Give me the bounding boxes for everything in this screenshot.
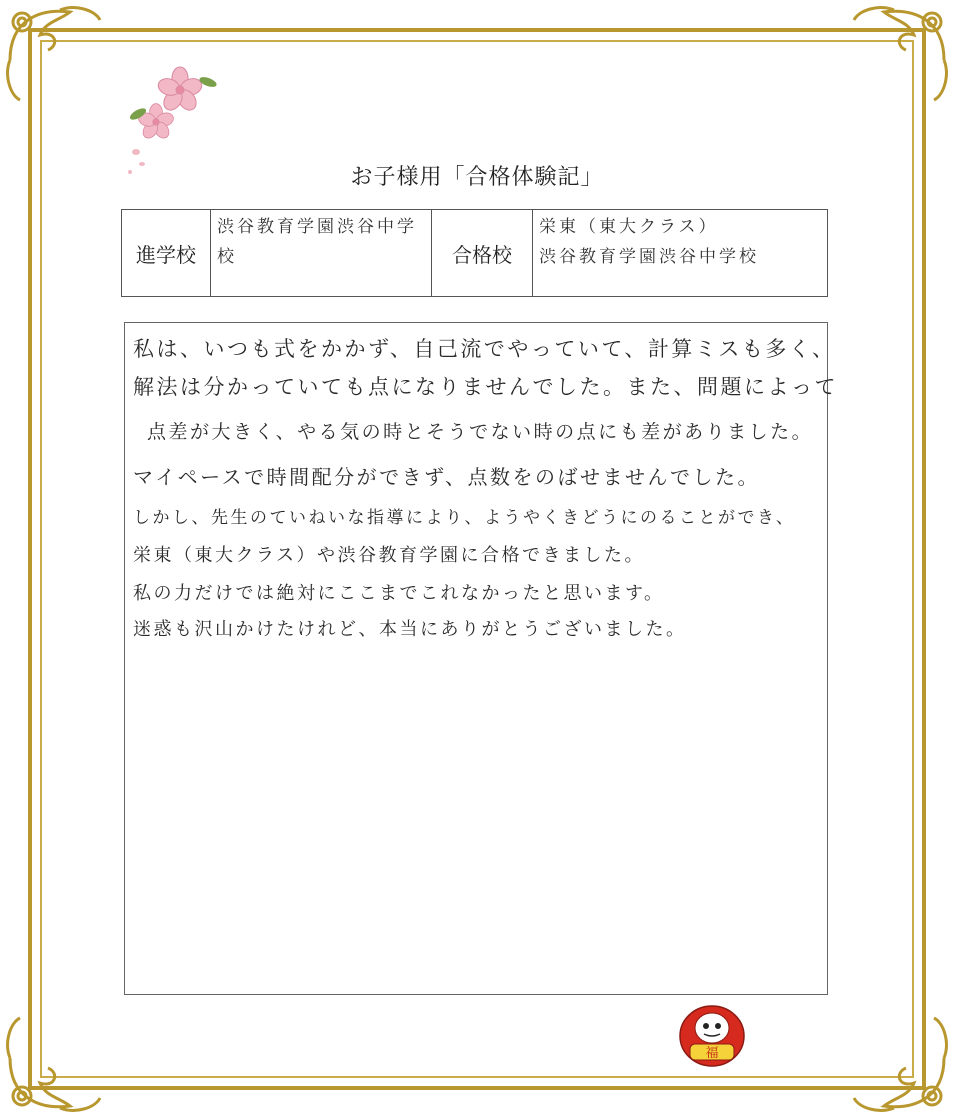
school-info-table <box>121 209 828 297</box>
advance-school-value-line: 校 <box>217 247 237 267</box>
daruma-icon <box>676 1000 748 1068</box>
essay-line: しかし、先生のていねいな指導により、ようやくきどうにのることができ、 <box>133 508 796 528</box>
advance-school-label: 進学校 <box>122 210 211 297</box>
essay-line: 点差が大きく、やる気の時とそうでない時の点にも差がありました。 <box>147 421 814 443</box>
daruma-label: 福 <box>705 1046 719 1061</box>
corner-ornament-icon <box>0 1008 110 1118</box>
advance-school-value <box>211 210 432 297</box>
passed-school-label: 合格校 <box>432 210 533 297</box>
passed-school-value <box>533 210 828 297</box>
advance-school-value-line: 渋谷教育学園渋谷中学 <box>217 217 417 237</box>
essay-line: マイペースで時間配分ができず、点数をのばせませんでした。 <box>133 465 760 489</box>
essay-line: 私は、いつも式をかかず、自己流でやっていて、計算ミスも多く、 <box>133 337 836 361</box>
passed-school-value-line: 栄東（東大クラス） <box>539 217 719 237</box>
corner-ornament-icon <box>844 1008 954 1118</box>
essay-line: 迷惑も沢山かけたけれど、本当にありがとうございました。 <box>133 619 687 640</box>
essay-line: 解法は分かっていても点になりませんでした。また、問題によって <box>133 375 838 399</box>
page-title: お子様用「合格体験記」 <box>350 165 604 190</box>
essay-line: 栄東（東大クラス）や渋谷教育学園に合格できました。 <box>133 545 645 566</box>
passed-school-value-line: 渋谷教育学園渋谷中学校 <box>539 247 759 267</box>
corner-ornament-icon <box>0 0 110 110</box>
essay-box <box>124 322 838 995</box>
corner-ornament-icon <box>844 0 954 110</box>
essay-line: 私の力だけでは絶対にここまでこれなかったと思います。 <box>133 583 665 604</box>
